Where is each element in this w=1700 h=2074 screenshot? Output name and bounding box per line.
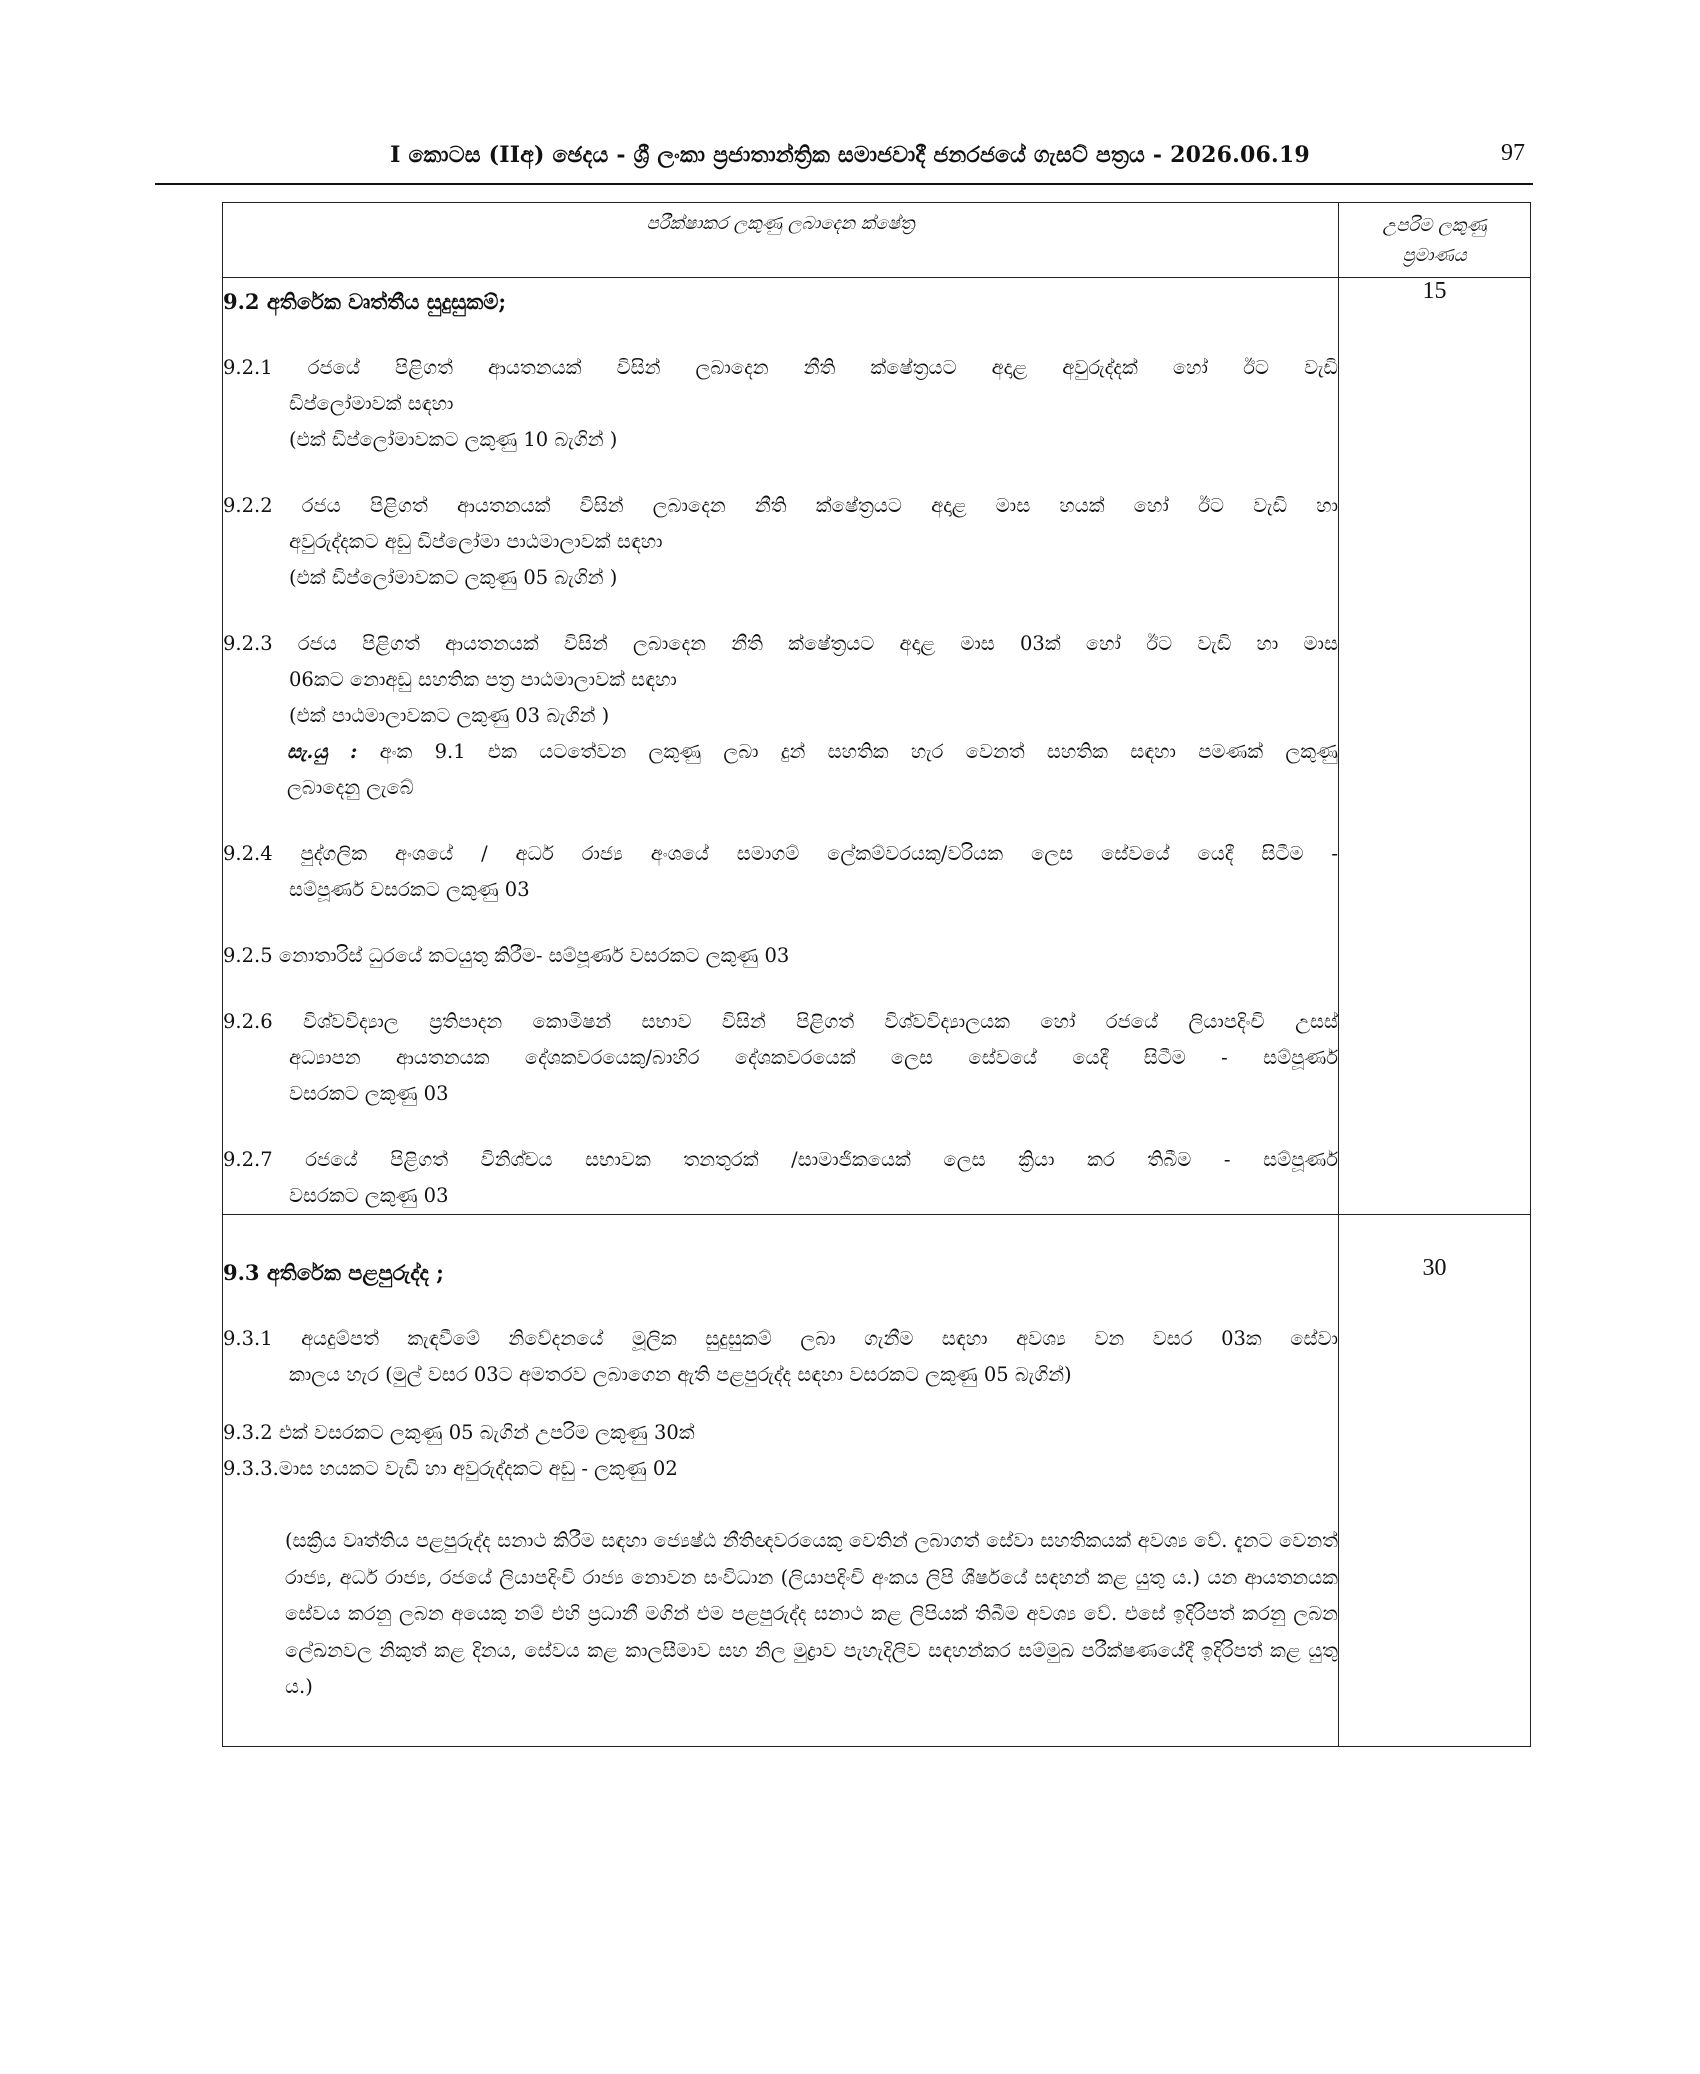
item-9-3-2: 9.3.2 එක් වසරකට ලකුණු 05 බැගින් උපරිම ලකුණු 30ක්: [223, 1421, 695, 1444]
item-9-2-4: 9.2.4 පුද්ගලික අංශයේ / අර්ධ රාජ්‍ය අංශයේ සමාගම් ලේකම්වරයකු/වරියක ලෙස සේවයේ යෙදී සිටීම - සම්පූර්ණ වසරකට ලකුණු 03: [223, 842, 1338, 901]
gazette-title: I කොටස (IIඅ) ඡෙදය - ශ්‍රී ලංකා ප්‍රජාතාන්ත්‍රික සමාජවාදී ජනරජයේ ගැසට් පත්‍රය - 2026.06.19: [390, 142, 1310, 168]
section-9-3-content: [223, 1215, 1339, 1747]
section-9-2-max-marks: 15: [1339, 278, 1531, 1215]
col2-header: [1339, 203, 1531, 278]
item-9-2-3: 9.2.3 රජය පිළිගත් ආයතනයක් විසින් ලබාදෙන නීති ක්ෂේත්‍රයට අදාළ මාස 03ක් හෝ ඊට වැඩි හා මාස 06කට නොඅඩු සහතික පත්‍ර පාඨමාලාවක් සඳහා (එක් පාඨමාලාවකට ලකුණු 03 බැගින් ) සැ.යු : අංක 9.1 එක යටතේවන ලකුණු ලබා දුන් සහතික හැර වෙනත් සහතික සඳහා පමණක් ලකුණු ලබාදෙනු ලැබේ: [223, 632, 1339, 799]
item-9-2-6: 9.2.6 විශ්වවිද්‍යාල ප්‍රතිපාදන කොමිෂන් සභාව විසින් පිළිගත් විශ්වවිද්‍යාලයක හෝ රජයේ ලියාපදිංචි උසස් අධ්‍යාපන ආයතනයක දේශකවරයෙකු/බාහිර දේශකවරයෙක් ලෙස සේවයේ යෙදී සිටීම - සම්පූර්ණ වසරකට ලකුණු 03: [223, 1010, 1338, 1105]
section-9-3-remark: (සක්‍රිය වෘත්තිය පළපුරුද්ද සනාථ කිරීම සඳහා ජ්‍යෙෂ්ඨ නීතිඥවරයෙකු වෙතින් ලබාගත් සේවා සහතිකයක් අවශ්‍ය වේ. දැනට වෙනත් රාජ්‍ය, අර්ධ රාජ්‍ය, රජයේ ලියාපදිංචි රාජ්‍ය නොවන සංවිධාන (ලියාපදිංචි අංකය ලිපි ශීර්ෂයේ සඳහන් කළ යුතු ය.) යන ආයතනයක සේවය කරනු ලබන අයෙකු නම් එහි ප්‍රධානී මගින් එම පළපුරුද්ද සනාථ කළ ලිපියක් තිබීම අවශ්‍ය වේ. එසේ ඉදිරිපත් කරනු ලබන ලේඛනවල නිකුත් කළ දිනය, සේවය කළ කාලසීමාව සහ නිල මුද්‍රාව පැහැදිලිව සඳහන්කර සම්මුඛ පරීක්ෂණයේදී ඉදිරිපත් කළ යුතු ය.): [285, 1529, 1338, 1698]
item-9-2-5: 9.2.5 නොතාරිස් ධුරයේ කටයුතු කිරීම- සම්පූර්ණ වසරකට ලකුණු 03: [223, 944, 790, 967]
section-9-2-title: 9.2 අතිරේක වෘත්තීය සුදුසුකම්;: [223, 289, 507, 314]
item-9-2-1: 9.2.1 රජයේ පිළිගත් ආයතනයක් විසින් ලබාදෙන නීති ක්ෂේත්‍රයට අදාළ අවුරුද්දක් හෝ ඊට වැඩි ඩිප්ලෝමාවක් සඳහා (එක් ඩිප්ලෝමාවකට ලකුණු 10 බැගින් ): [223, 356, 1338, 451]
section-9-2-content: [223, 278, 1339, 1215]
col2-header-line2: ප්‍රමාණය: [1402, 245, 1467, 266]
section-9-3-max-marks: 30: [1339, 1215, 1531, 1747]
marks-table: [222, 202, 1531, 1747]
col1-header: පරීක්ෂාකර ලකුණු ලබාදෙන ක්ෂේත්‍ර: [223, 203, 1339, 278]
item-9-2-7: 9.2.7 රජයේ පිළිගත් විනිශ්චය සභාවක තනතුරක් /සාමාජිකයෙක් ලෙස ක්‍රියා කර තිබීම - සම්පූර්ණ වසරකට ලකුණු 03: [223, 1148, 1338, 1207]
page-header: [160, 142, 1545, 186]
col2-header-line1: උපරිම ලකුණු: [1382, 215, 1487, 236]
note-9-2-3: සැ.යු : අංක 9.1 එක යටතේවන ලකුණු ලබා දුන් සහතික හැර වෙනත් සහතික සඳහා පමණක් ලකුණු: [287, 740, 1339, 763]
table-header-row: [223, 203, 1531, 278]
table-row-section-9-2: [223, 278, 1531, 1215]
item-9-2-2: 9.2.2 රජය පිළිගත් ආයතනයක් විසින් ලබාදෙන නීති ක්ෂේත්‍රයට අදාළ මාස හයක් හෝ ඊට වැඩි හා අවුරුද්දකට අඩු ඩිප්ලෝමා පාඨමාලාවක් සඳහා (එක් ඩිප්ලෝමාවකට ලකුණු 05 බැගින් ): [223, 494, 1338, 589]
item-9-3-1: 9.3.1 අයදුම්පත් කැඳවීමේ නිවේදනයේ මූලික සුදුසුකම් ලබා ගැනීම සඳහා අවශ්‍ය වන වසර 03ක සේවා කාලය හැර (මුල් වසර 03ට අමතරව ලබාගෙන ඇති පළපුරුද්ද සඳහා වසරකට ලකුණු 05 බැගින්): [223, 1327, 1338, 1386]
page-number: 97: [1501, 140, 1525, 166]
section-9-3-title: 9.3 අතිරේක පළපුරුද්ද ;: [223, 1260, 444, 1285]
item-9-3-3: 9.3.3.මාස හයකට වැඩි හා අවුරුද්දකට අඩු - ලකුණු 02: [223, 1457, 678, 1480]
header-divider: [155, 183, 1533, 185]
table-row-section-9-3: [223, 1215, 1531, 1747]
